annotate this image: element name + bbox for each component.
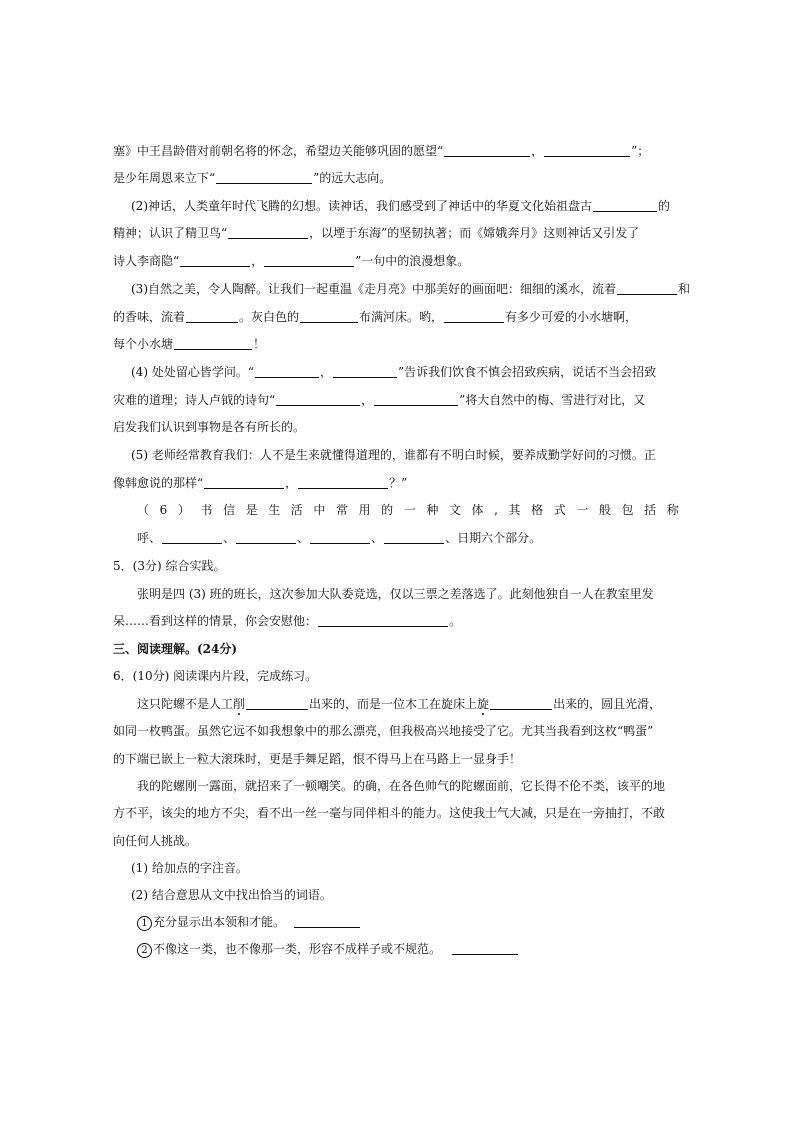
answer-blank[interactable] bbox=[452, 942, 518, 955]
q6-item-1: 1 充分显示出本领和才能。 bbox=[137, 914, 361, 931]
blank[interactable] bbox=[246, 697, 308, 710]
blank[interactable] bbox=[276, 393, 360, 406]
q4-p3-line-2: 的香味，流着 。灰白色的 布满河床。哟， 有多少可爱的小水塘啊， bbox=[113, 310, 638, 324]
q6-p1-line-3: 的下端已嵌上一粒大滚珠时，更是手舞足蹈，恨不得马上在马路上一显身手！ bbox=[113, 752, 522, 766]
q6-item-2: 2 不像这一类，也不像那一类，形容不成样子或不规范。 bbox=[137, 941, 519, 958]
q4-p3-line-3: 每个小水塘 ！ bbox=[113, 337, 266, 351]
q4-p5-line-2: 像韩愈说的那样“ ， ？” bbox=[113, 476, 408, 490]
blank[interactable] bbox=[186, 310, 238, 323]
blank[interactable] bbox=[180, 254, 250, 267]
blank[interactable] bbox=[264, 254, 354, 267]
q4-p3-line-1: (3)自然之美，令人陶醉。让我们一起重温《走月亮》中那美好的画面吧：细细的溪水，流着 和 bbox=[131, 282, 691, 296]
blank[interactable] bbox=[444, 310, 504, 323]
blank[interactable] bbox=[174, 337, 252, 350]
blank[interactable] bbox=[544, 144, 630, 157]
blank[interactable] bbox=[298, 476, 388, 489]
q6-sub-2: (2) 结合意思从文中找出恰当的词语。 bbox=[131, 888, 332, 902]
q4-p6-line-1: （ 6 ） 书 信 是 生 活 中 常 用 的 一 种 文 体 , 其 格 式 一 般 包 括 称 bbox=[137, 503, 679, 517]
q5-line-1: 张明是四 (3) 班的班长，这次参加大队委竞选，仅以三票之差落选了。此刻他独自一人在教室里发 bbox=[137, 587, 654, 601]
answer-blank[interactable] bbox=[294, 915, 360, 928]
q6-p1-line-1: 这只陀螺不是人工削 出来的，而是一位木工在旋床上旋 出来的，圆且光滑， bbox=[137, 697, 662, 711]
q6-sub-1: (1) 给加点的字注音。 bbox=[131, 861, 248, 875]
blank[interactable] bbox=[310, 531, 370, 544]
q4-p4-line-2: 灾难的道理；诗人卢钺的诗句“ ， ”将大自然中的梅、雪进行对比，又 bbox=[113, 393, 646, 407]
q4-p2-line-1: (2)神话，人类童年时代飞腾的幻想。读神话，我们感受到了神话中的华夏文化始祖盘古 的 bbox=[131, 199, 671, 213]
blank[interactable] bbox=[162, 531, 222, 544]
blank[interactable] bbox=[490, 697, 552, 710]
dotted-char: 削 bbox=[233, 697, 246, 711]
blank[interactable] bbox=[617, 282, 677, 295]
q4-line-2: 是少年周恩来立下“ ”的远大志向。 bbox=[113, 171, 392, 185]
q4-p6-line-2: 呼、 、 、 、 、日期六个部分。 bbox=[137, 531, 542, 545]
blank[interactable] bbox=[444, 144, 530, 157]
blank[interactable] bbox=[228, 226, 308, 239]
section-3-heading: 三、阅读理解。(24分) bbox=[113, 642, 238, 656]
q4-p2-line-2: 精神；认识了精卫鸟“ ，以堙于东海”的坚韧执著；而《嫦娥奔月》这则神话又引发了 bbox=[113, 226, 640, 240]
q4-p5-line-1: (5) 老师经常教育我们：人不是生来就懂得道理的，谁都有不明白时候，要养成勤学好问的习惯。正 bbox=[131, 448, 656, 462]
blank[interactable] bbox=[318, 614, 448, 627]
q4-p2-line-3: 诗人李商隐“ ， ”一句中的浪漫想象。 bbox=[113, 254, 470, 268]
blank[interactable] bbox=[384, 531, 444, 544]
q6-p2-line-3: 向任何人挑战。 bbox=[113, 834, 198, 848]
circled-number: 2 bbox=[137, 943, 152, 958]
blank[interactable] bbox=[204, 476, 284, 489]
q4-p4-line-1: (4) 处处留心皆学问。“ ， ”告诉我们饮食不慎会招致疾病，说话不当会招致 bbox=[131, 365, 657, 379]
q6-p2-line-1: 我的陀螺刚一露面，就招来了一顿嘲笑。的确，在各色帅气的陀螺面前，它长得不伦不类，该平的地 bbox=[137, 779, 666, 793]
blank[interactable] bbox=[216, 171, 312, 184]
blank[interactable] bbox=[333, 365, 397, 378]
blank[interactable] bbox=[236, 531, 296, 544]
q4-p4-line-3: 启发我们认识到事物是各有所长的。 bbox=[113, 420, 306, 434]
blank[interactable] bbox=[374, 393, 458, 406]
q6-p1-line-2: 如同一枚鸭蛋。虽然它远不如我想象中的那么漂亮，但我极高兴地接受了它。尤其当我看到这枚“鸭蛋” bbox=[113, 724, 654, 738]
blank[interactable] bbox=[255, 365, 319, 378]
dotted-char: 旋 bbox=[477, 697, 490, 711]
q6-p2-line-2: 方不平，该尖的地方不尖，看不出一丝一毫与同伴相斗的能力。这使我士气大减，只是在一旁抽打，不敢 bbox=[113, 806, 666, 820]
circled-number: 1 bbox=[137, 916, 152, 931]
q5-title: 5．(3分) 综合实践。 bbox=[113, 559, 226, 573]
q4-line-1: 塞》中王昌龄借对前朝名将的怀念，希望边关能够巩固的愿望“ ， ”； bbox=[113, 144, 650, 158]
q5-line-2: 呆……看到这样的情景，你会安慰他： 。 bbox=[113, 614, 462, 628]
blank[interactable] bbox=[593, 199, 657, 212]
blank[interactable] bbox=[300, 310, 358, 323]
q6-title: 6．(10分) 阅读课内片段，完成练习。 bbox=[113, 669, 318, 683]
